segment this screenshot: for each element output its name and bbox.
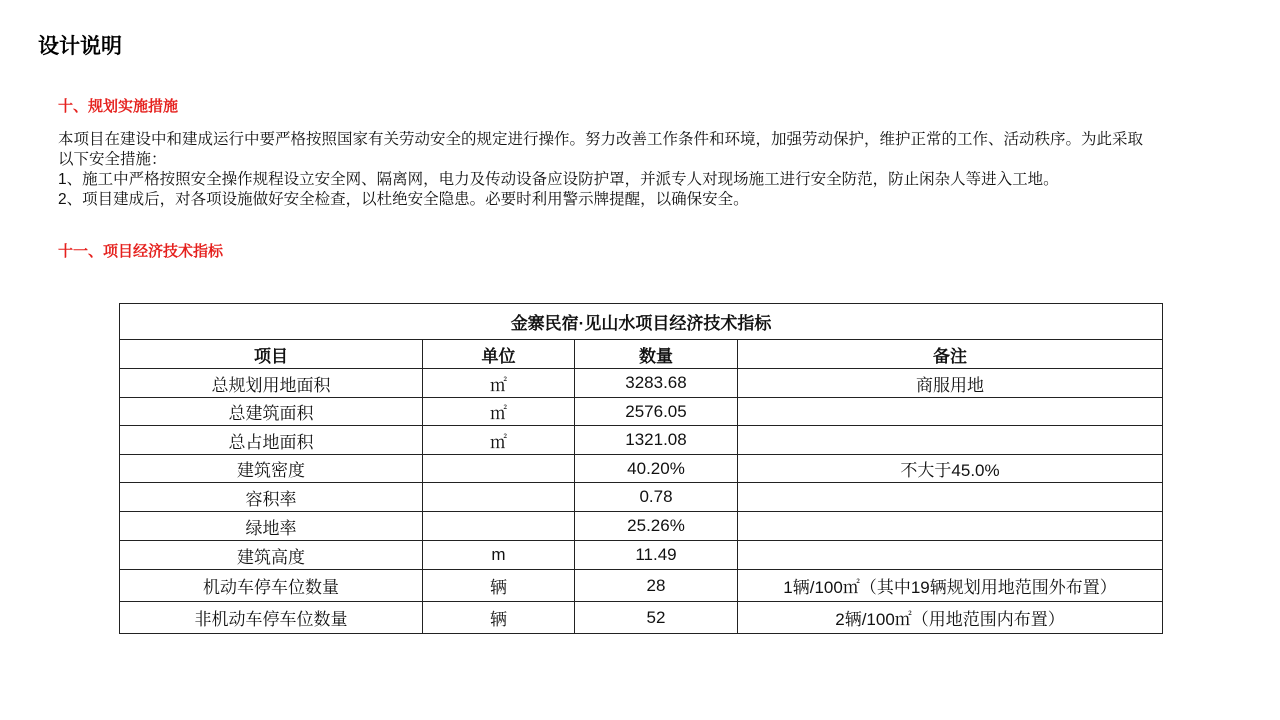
header-unit: 单位: [423, 340, 575, 369]
table-row: [120, 426, 1163, 455]
cell-unit: [423, 455, 575, 483]
economic-indicators-table: [119, 303, 1163, 634]
paragraph-line: 2、项目建成后，对各项设施做好安全检查，以杜绝安全隐患。必要时利用警示牌提醒，以确保安全。: [58, 191, 749, 208]
cell-quantity: 0.78: [575, 483, 738, 512]
cell-item: 机动车停车位数量: [120, 570, 423, 602]
header-item: 项目: [120, 340, 423, 369]
cell-quantity: 40.20%: [575, 455, 738, 483]
table-row: [120, 398, 1163, 426]
table-title: 金寨民宿·见山水项目经济技术指标: [120, 304, 1163, 340]
section-heading-planning-measures: 十、规划实施措施: [58, 98, 179, 115]
cell-item: 建筑高度: [120, 541, 423, 570]
cell-item: 非机动车停车位数量: [120, 602, 423, 634]
table-row: [120, 483, 1163, 512]
cell-quantity: 1321.08: [575, 426, 738, 455]
cell-remark: [738, 426, 1163, 455]
cell-unit: [423, 483, 575, 512]
cell-unit: ㎡: [423, 426, 575, 455]
cell-quantity: 25.26%: [575, 512, 738, 541]
section-heading-economic-indicators: 十一、项目经济技术指标: [58, 243, 224, 260]
table-title-row: [120, 304, 1163, 340]
cell-remark: [738, 512, 1163, 541]
table-row: [120, 512, 1163, 541]
table-header-row: [120, 340, 1163, 369]
cell-remark: 2辆/100㎡（用地范围内布置）: [738, 602, 1163, 634]
page-title: 设计说明: [38, 35, 122, 58]
cell-remark: 商服用地: [738, 369, 1163, 398]
table-row: [120, 369, 1163, 398]
cell-quantity: 28: [575, 570, 738, 602]
cell-item: 绿地率: [120, 512, 423, 541]
cell-remark: [738, 541, 1163, 570]
table-row: [120, 570, 1163, 602]
cell-remark: [738, 483, 1163, 512]
cell-remark: [738, 398, 1163, 426]
cell-remark: 1辆/100㎡（其中19辆规划用地范围外布置）: [738, 570, 1163, 602]
cell-quantity: 11.49: [575, 541, 738, 570]
cell-unit: [423, 512, 575, 541]
table-row: [120, 541, 1163, 570]
cell-unit: m: [423, 541, 575, 570]
header-remark: 备注: [738, 340, 1163, 369]
cell-unit: 辆: [423, 570, 575, 602]
paragraph-line: 本项目在建设中和建成运行中要严格按照国家有关劳动安全的规定进行操作。努力改善工作条件和环境，加强劳动保护，维护正常的工作、活动秩序。为此采取: [58, 131, 1144, 148]
paragraph-line: 以下安全措施：: [58, 151, 167, 168]
cell-unit: ㎡: [423, 369, 575, 398]
header-quantity: 数量: [575, 340, 738, 369]
cell-item: 容积率: [120, 483, 423, 512]
cell-remark: 不大于45.0%: [738, 455, 1163, 483]
cell-item: 总占地面积: [120, 426, 423, 455]
cell-quantity: 3283.68: [575, 369, 738, 398]
cell-item: 总建筑面积: [120, 398, 423, 426]
cell-unit: ㎡: [423, 398, 575, 426]
cell-unit: 辆: [423, 602, 575, 634]
cell-quantity: 2576.05: [575, 398, 738, 426]
paragraph-line: 1、施工中严格按照安全操作规程设立安全网、隔离网，电力及传动设备应设防护罩，并派专人对现场施工进行安全防范，防止闲杂人等进入工地。: [58, 171, 1059, 188]
cell-quantity: 52: [575, 602, 738, 634]
table-row: [120, 602, 1163, 634]
cell-item: 总规划用地面积: [120, 369, 423, 398]
cell-item: 建筑密度: [120, 455, 423, 483]
safety-measures-paragraph: [58, 130, 1238, 210]
table-row: [120, 455, 1163, 483]
